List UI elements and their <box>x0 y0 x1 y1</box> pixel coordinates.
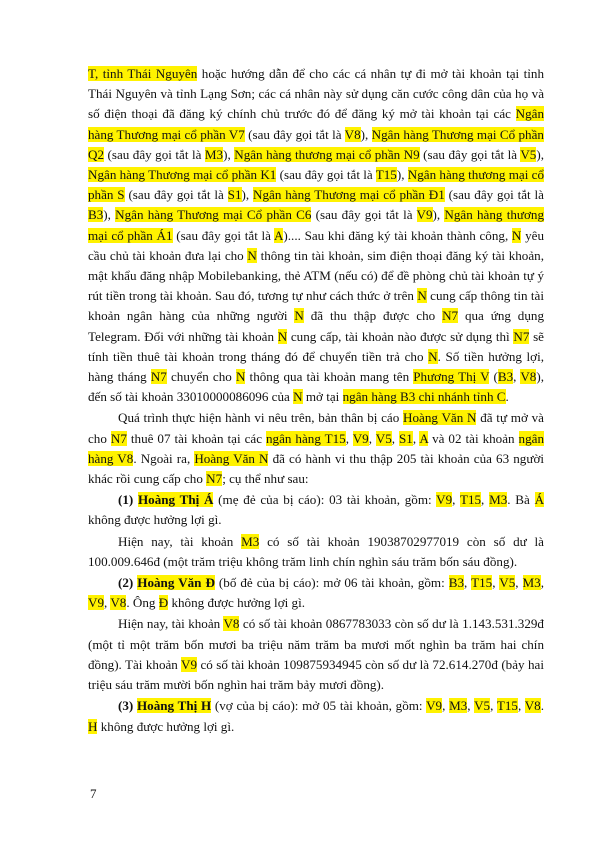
highlighted-text: Hoàng Thị Á <box>138 492 214 508</box>
text-run: có số tài khoản 19038702977019 còn số dư là 100.009.646đ (một trăm triệu không trăm linh chín nghìn sáu trăm bốn sáu đồng). <box>88 533 544 569</box>
text-run: , <box>368 430 376 446</box>
highlighted-text: M3 <box>241 533 260 549</box>
highlighted-text: V9 <box>426 698 443 714</box>
highlighted-text: V9 <box>436 492 453 508</box>
highlighted-text: V8 <box>344 126 361 142</box>
text-run: (sau đây gọi tắt là <box>244 126 345 142</box>
text-run: sẽ tính tiền thuê tài khoản trong tháng đó để chuyển tiền trả cho <box>88 328 544 364</box>
text-run: (sau đây gọi tắt là <box>311 207 417 223</box>
highlighted-text: V5 <box>520 146 537 162</box>
text-run: thuê 07 tài khoản tại các <box>126 430 266 446</box>
highlighted-text: V9 <box>88 595 105 611</box>
highlighted-text: Ngân hàng thương mại cổ phần Á1 <box>88 207 544 243</box>
highlighted-text: S1 <box>227 187 242 203</box>
text-run: . Ông <box>126 595 159 611</box>
text-run: (vợ của bị cáo): mở 05 tài khoản, gồm: <box>211 698 427 714</box>
text-run: Hiện nay, tài khoản <box>118 616 224 632</box>
text-run: (1) <box>118 492 138 508</box>
highlighted-text: N <box>294 308 304 324</box>
highlighted-text: N7 <box>513 328 530 344</box>
highlighted-text: Ngân hàng Thương mại Cổ phần C6 <box>115 207 312 223</box>
highlighted-text: Đ <box>158 595 169 611</box>
text-run: (sau đây gọi tắt là <box>276 167 376 183</box>
highlighted-text: B3 <box>448 575 465 591</box>
paragraph <box>88 64 544 407</box>
text-run: cung cấp thông tin tài khoản ngân hàng của những người <box>88 288 544 324</box>
highlighted-text: M3 <box>522 575 541 591</box>
text-run: (sau đây gọi tắt là <box>172 227 274 243</box>
highlighted-text: V9 <box>352 430 369 446</box>
highlighted-text: N <box>417 288 427 304</box>
text-run: Hiện nay, tài khoản <box>118 533 242 549</box>
text-run: (2) <box>118 575 138 591</box>
highlighted-text: N7 <box>206 471 223 487</box>
paragraph <box>88 532 544 572</box>
highlighted-text: V8 <box>110 595 127 611</box>
text-run: thông qua tài khoản mang tên <box>245 369 414 385</box>
highlighted-text: Á <box>534 492 545 508</box>
highlighted-text: Phương Thị V <box>413 369 490 385</box>
text-run: không được hưởng lợi gì. <box>88 512 222 528</box>
text-run: cung cấp, tài khoản nào được sử dụng thì <box>287 328 514 344</box>
text-run: có số tài khoản 109875934945 còn số dư là 72.614.270đ (bảy hai triệu sáu trăm mười bốn nghìn hai trăm bảy mươi đồng). <box>88 656 544 693</box>
highlighted-text: ngân hàng V8 <box>88 430 544 466</box>
highlighted-text: M3 <box>489 492 508 508</box>
text-run: không được hưởng lợi gì. <box>168 595 305 611</box>
text-run: , <box>104 595 111 611</box>
text-run: ), <box>432 207 445 223</box>
paragraph <box>88 408 544 489</box>
text-run: (3) <box>118 698 137 714</box>
text-run: , <box>464 575 472 591</box>
highlighted-text: N7 <box>442 308 459 324</box>
text-run: (sau đây gọi tắt là <box>124 187 228 203</box>
text-run: , <box>490 698 497 714</box>
text-run: , <box>412 430 420 446</box>
highlighted-text: Ngân hàng thương mại cổ phần N9 <box>234 146 420 162</box>
page-number: 7 <box>90 786 97 801</box>
text-run: và 02 tài khoản <box>428 430 519 446</box>
highlighted-text: Hoàng Văn Đ <box>137 575 215 591</box>
text-run: , <box>391 430 400 446</box>
text-run: , <box>481 492 490 508</box>
text-run: , <box>442 698 450 714</box>
highlighted-text: N <box>511 227 522 243</box>
document-body <box>88 64 544 737</box>
highlighted-text: V8 <box>520 369 537 385</box>
highlighted-text: B3 <box>497 369 514 385</box>
highlighted-text: N7 <box>110 430 127 446</box>
highlighted-text: N <box>235 369 246 385</box>
text-run: đã thu thập được cho <box>303 308 443 324</box>
highlighted-text: N <box>428 348 438 364</box>
highlighted-text: S1 <box>399 430 413 446</box>
highlighted-text: V9 <box>416 207 433 223</box>
highlighted-text: Ngân hàng Thương mại Cổ phần Q2 <box>88 126 544 162</box>
highlighted-text: N <box>277 328 288 344</box>
text-run: có số tài khoản 0867783033 còn số dư là 1.143.531.329đ (một tỉ một trăm bốn mươi ba triệu năm trăm ba mươi mốt nghìn ba trăm hai chín đồng). Tài khoản <box>88 616 544 672</box>
text-run: . Ngoài ra, <box>133 450 195 466</box>
text-run: ), <box>223 146 235 162</box>
highlighted-text: V5 <box>499 575 516 591</box>
text-run: ), <box>536 146 544 162</box>
highlighted-text: V8 <box>223 616 240 632</box>
highlighted-text: M3 <box>449 698 468 714</box>
text-run: ), <box>103 207 116 223</box>
text-run: đã tự mở và cho <box>88 410 544 446</box>
highlighted-text: T, tỉnh Thái Nguyên <box>88 66 198 81</box>
text-run: yêu cầu chủ tài khoản đưa lại cho <box>88 227 544 263</box>
highlighted-text: V8 <box>524 698 541 714</box>
paragraph <box>88 614 544 695</box>
text-run: ), <box>241 187 253 203</box>
text-run: ( <box>489 369 498 385</box>
highlighted-text: T15 <box>459 492 482 508</box>
highlighted-text: H <box>88 718 98 734</box>
paragraph <box>88 696 544 736</box>
highlighted-text: V5 <box>375 430 392 446</box>
text-run: ), <box>396 167 408 183</box>
text-run: (mẹ đẻ của bị cáo): 03 tài khoản, gồm: <box>213 492 437 508</box>
highlighted-text: M3 <box>204 146 224 162</box>
highlighted-text: Ngân hàng Thương mại cổ phần V7 <box>88 106 544 142</box>
highlighted-text: Hoàng Thị H <box>137 698 212 714</box>
text-run: ).... Sau khi đăng ký tài khoản thành công, <box>283 227 512 243</box>
text-run: (sau đây gọi tắt là <box>104 146 205 162</box>
highlighted-text: T15 <box>496 698 518 714</box>
highlighted-text: ngân hàng B3 chi nhánh tỉnh C <box>342 389 506 405</box>
highlighted-text: V5 <box>474 698 491 714</box>
highlighted-text: V9 <box>181 656 198 672</box>
text-run: , <box>492 575 500 591</box>
text-run: qua ứng dụng Telegram. Đối với những tài khoản <box>88 308 544 344</box>
text-run: ), đến số tài khoản 33010000086096 của <box>88 369 544 405</box>
text-run: . <box>540 698 544 714</box>
highlighted-text: N <box>247 247 257 263</box>
text-run: , <box>467 698 475 714</box>
text-run: đã có hành vi thu thập 205 tài khoản của 63 người khác rồi cung cấp cho <box>88 450 545 487</box>
highlighted-text: A <box>419 430 429 446</box>
highlighted-text: Hoàng Văn N <box>194 450 269 466</box>
text-run: . Số tiền hưởng lợi, hàng tháng <box>88 348 545 385</box>
text-run: mở tại <box>302 389 343 405</box>
highlighted-text: Ngân hàng thương mại cổ phần S <box>88 167 544 203</box>
text-run: thông tin tài khoản, sim điện thoại đăng ký tài khoản, mật khẩu đăng nhập Mobilebanking, thẻ ATM (nếu có) để đề phòng chủ tài khoản tự ý rút tiền trong tài khoản. Sau đó, tương tự như cách thức ở trên <box>88 247 544 304</box>
paragraph <box>88 573 544 613</box>
text-run: , <box>345 430 353 446</box>
text-run: chuyển cho <box>166 369 236 385</box>
text-run: không được hưởng lợi gì. <box>97 718 235 734</box>
highlighted-text: T15 <box>375 167 397 183</box>
text-run: ), <box>360 126 372 142</box>
text-run: ; cụ thể như sau: <box>222 471 309 487</box>
highlighted-text: Hoàng Văn N <box>403 410 477 426</box>
text-run: (sau đây gọi tắt là <box>444 187 544 203</box>
text-run: , <box>517 698 525 714</box>
highlighted-text: Ngân hàng Thương mại cổ phần K1 <box>88 167 277 183</box>
text-run: . <box>505 389 509 405</box>
text-run: (bố đẻ của bị cáo): mở 06 tài khoản, gồm: <box>214 575 449 591</box>
text-run: , <box>540 575 545 591</box>
text-run: , <box>513 369 521 385</box>
text-run: . Bà <box>507 492 535 508</box>
highlighted-text: A <box>273 227 284 243</box>
highlighted-text: B3 <box>88 207 104 223</box>
highlighted-text: Ngân hàng Thương mại cổ phần Đ1 <box>253 187 445 203</box>
highlighted-text: N <box>293 389 303 405</box>
highlighted-text: N7 <box>150 369 167 385</box>
text-run: (sau đây gọi tắt là <box>419 146 521 162</box>
text-run: , <box>515 575 523 591</box>
highlighted-text: T15 <box>471 575 493 591</box>
text-run: hoặc hướng dẫn để cho các cá nhân tự đi mở tài khoản tại tỉnh Thái Nguyên và tỉnh Lạng Sơn; các cá nhân này sử dụng căn cước công dân của họ và số điện thoại đã đăng ký chính chủ trước đó để đăng ký mở tài khoản tại các <box>88 66 544 122</box>
text-run: , <box>452 492 460 508</box>
text-run: Quá trình thực hiện hành vi nêu trên, bản thân bị cáo <box>118 410 404 426</box>
paragraph <box>88 490 544 530</box>
highlighted-text: ngân hàng T15 <box>265 430 346 446</box>
